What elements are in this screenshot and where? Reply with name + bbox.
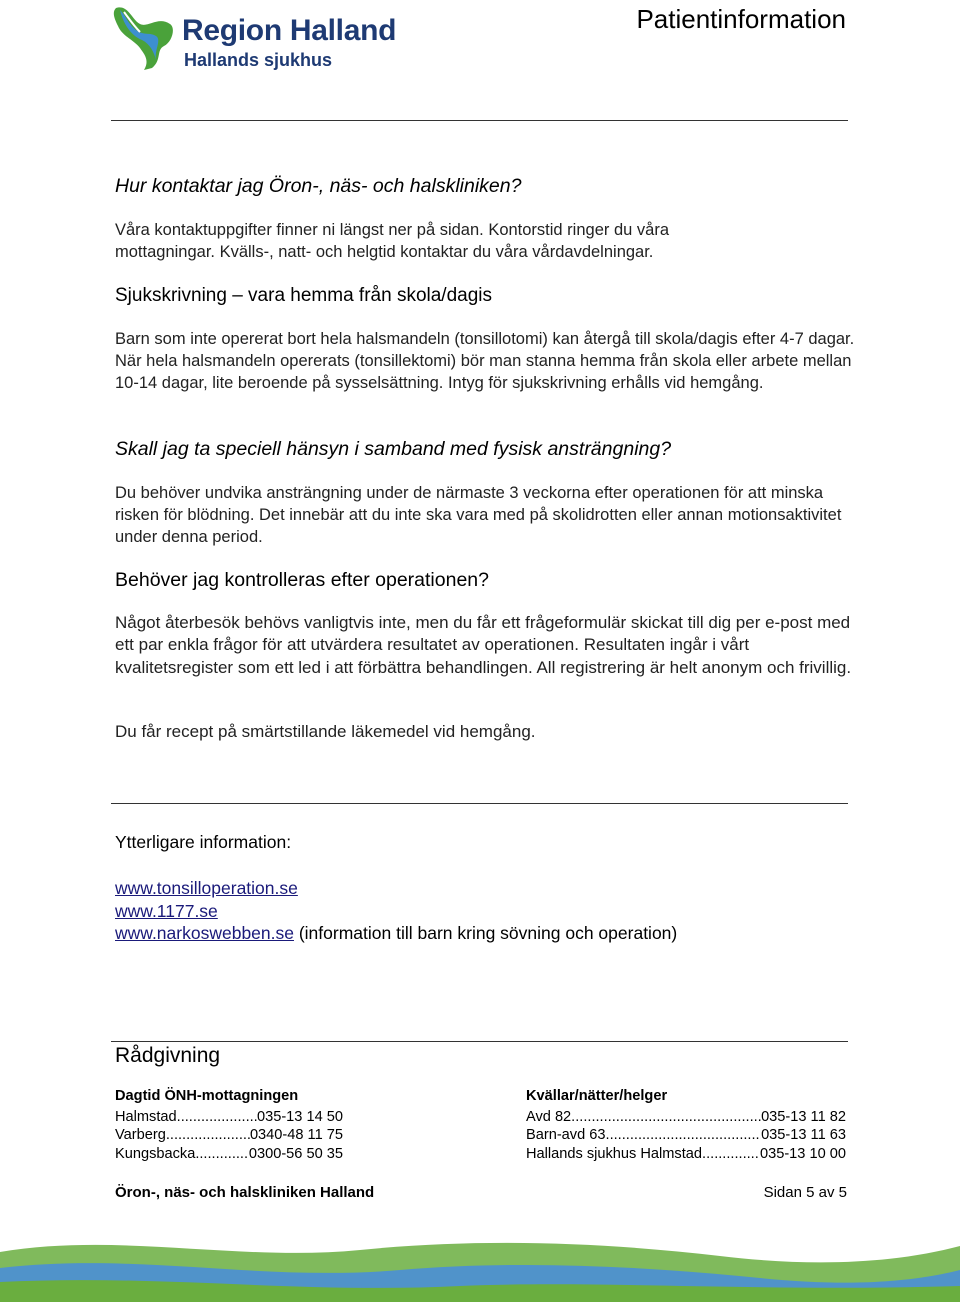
leader-dots (195, 1145, 249, 1164)
evening-contacts (526, 1087, 846, 1163)
footer-clinic: Öron-, näs- och halskliniken Halland (115, 1184, 375, 1201)
advice-title: Rådgivning (115, 1044, 221, 1067)
physical-activity-heading: Skall jag ta speciell hänsyn i samband med fysisk ansträngning? (115, 438, 672, 460)
evening-contacts-heading: Kvällar/nätter/helger (526, 1088, 668, 1104)
evening-contact-row (526, 1108, 846, 1127)
footer-page-number: Sidan 5 av 5 (763, 1184, 847, 1201)
physical-activity-paragraph: Du behöver undvika ansträngning under de närmaste 3 veckorna efter operationen för att minska risken för blödning. Det innebär att du inte ska vara med på skolidrotten eller annan motionsaktivitet under denna period. (115, 484, 842, 546)
evening-contact-row (526, 1126, 846, 1145)
follow-up-heading: Behöver jag kontrolleras efter operationen? (115, 569, 489, 591)
evening-contact-row (526, 1145, 846, 1164)
region-halland-logo (110, 2, 400, 74)
day-contacts (115, 1087, 343, 1163)
logo-title: Region Halland (182, 14, 397, 47)
leader-dots (177, 1108, 257, 1127)
contact-name: Barn-avd 63 (526, 1127, 606, 1143)
contact-phone: 0340-48 11 75 (249, 1127, 343, 1143)
contact-phone: 035-13 14 50 (256, 1108, 343, 1125)
contact-name: Kungsbacka (115, 1145, 196, 1162)
footer-wave-decoration (0, 1222, 960, 1302)
contact-phone: 035-13 11 82 (761, 1108, 846, 1125)
leader-dots (571, 1108, 761, 1127)
logo-subtitle: Hallands sjukhus (184, 50, 333, 70)
contact-line-1: Våra kontaktuppgifter finner ni längst ner på sidan. Kontorstid ringer du våra (115, 221, 669, 239)
follow-up-paragraph: Något återbesök behövs vanligtvis inte, men du får ett frågeformulär skickat till dig per e-post med ett par enkla frågor för att utvärdera resultatet av operationen. Resultaten ingår i vårt kvalitetsregister som ett led i att förbättra behandlingen. All registrering är helt anonym och frivillig. (115, 613, 852, 677)
contact-line-2: mottagningar. Kvälls-, natt- och helgtid kontaktar du våra vårdavdelningar. (115, 243, 654, 261)
day-contact-row (115, 1145, 343, 1164)
more-info-links (115, 877, 677, 945)
contact-name: Avd 82 (526, 1108, 572, 1125)
document-type: Patientinformation (636, 4, 846, 34)
day-contacts-heading: Dagtid ÖNH-mottagningen (115, 1088, 299, 1104)
day-contact-row (115, 1126, 343, 1145)
contact-phone: 0300-56 50 35 (248, 1145, 343, 1162)
contact-heading: Hur kontaktar jag Öron-, näs- och halskliniken? (115, 175, 522, 197)
sick-leave-paragraph: Barn som inte opererat bort hela halsmandeln (tonsillotomi) kan återgå till skola/dagis efter 4-7 dagar. När hela halsmandeln opererats (tonsillektomi) bör man stanna hemma från skola eller arbete mellan 10-14 dagar, lite beroende på sysselsättning. Intyg för sjukskrivning erhålls vid hemgång. (115, 330, 855, 392)
leader-dots (166, 1126, 250, 1145)
link-narkoswebben[interactable]: www.narkoswebben.se (115, 923, 294, 943)
contact-phone: 035-13 10 00 (759, 1145, 846, 1162)
logo-emblem-icon (110, 2, 182, 72)
section-divider (111, 803, 848, 804)
leader-dots (606, 1126, 762, 1145)
contact-name: Varberg (115, 1127, 166, 1143)
prescription-paragraph: Du får recept på smärtstillande läkemedel vid hemgång. (115, 722, 536, 741)
more-info-title: Ytterligare information: (115, 832, 292, 852)
leader-dots (702, 1145, 760, 1164)
contact-phone: 035-13 11 63 (761, 1127, 846, 1143)
link-1177[interactable]: www.1177.se (115, 900, 218, 921)
header-divider (111, 120, 848, 121)
contact-name: Halmstad (115, 1108, 177, 1125)
day-contact-row (115, 1108, 343, 1127)
link-tonsilloperation[interactable]: www.tonsilloperation.se (115, 878, 298, 898)
contact-paragraph (115, 219, 855, 263)
link-narkoswebben-note: (information till barn kring sövning och operation) (293, 923, 678, 943)
contact-name: Hallands sjukhus Halmstad (526, 1145, 703, 1162)
advice-divider (111, 1041, 848, 1042)
sick-leave-heading: Sjukskrivning – vara hemma från skola/dagis (115, 285, 493, 306)
